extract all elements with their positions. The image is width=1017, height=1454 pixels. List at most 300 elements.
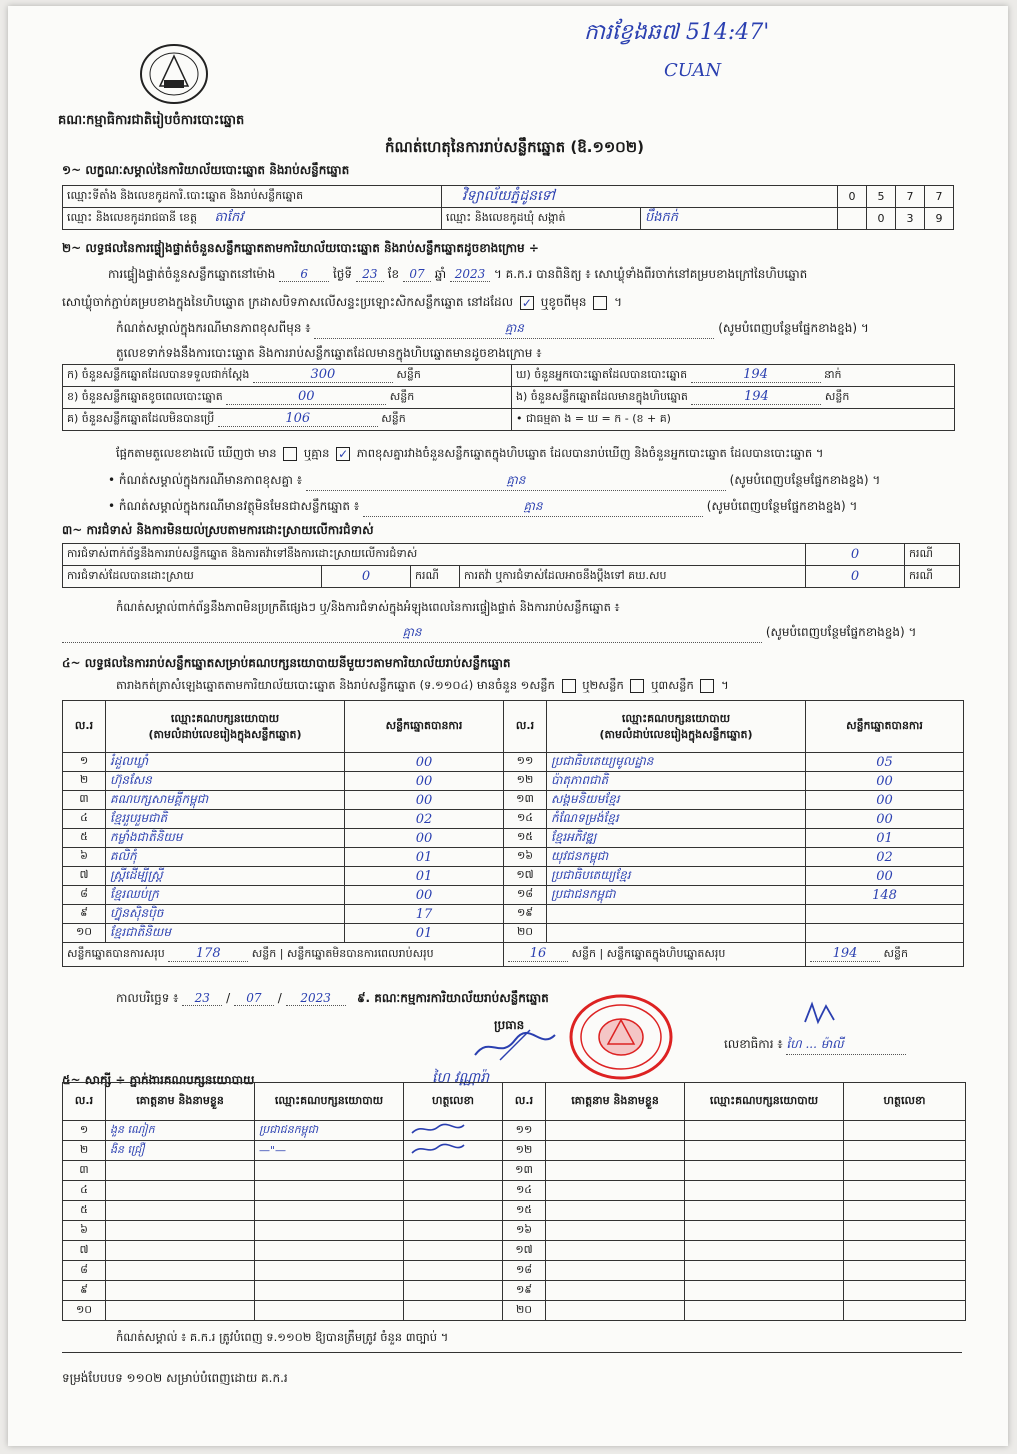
witness-signature — [404, 1121, 503, 1141]
witness-number: ៥ — [63, 1201, 106, 1221]
party-votes: 148 — [806, 886, 964, 905]
party-name: សង្គមនិយមខ្មែរ — [547, 791, 806, 810]
checkbox-two-sheets[interactable] — [630, 679, 644, 693]
note1-label: កំណត់សម្គាល់ក្នុងករណីមានភាពខុសពីមុន ៖ — [116, 321, 311, 335]
col-party-header: ឈ្មោះគណបក្សនយោបាយ — [685, 1083, 844, 1121]
witness-party — [685, 1141, 844, 1161]
note1-value: គ្មាន — [314, 320, 714, 339]
witness-signature — [404, 1141, 503, 1161]
party-name: ហ្វ៊ុនស៊ិនប៉ិច — [106, 905, 345, 924]
witness-number: ២០ — [503, 1301, 546, 1321]
witness-signature — [844, 1241, 966, 1261]
seal-sentence: សោឃ្លុំចាក់ភ្ជាប់គម្របខាងក្នុងនៃហិបឆ្នោត ក្រដាសបិទភាសលើសន្ទះប្រឡោះសិកសន្លឹកឆ្នោត នៅដដែល ✓ ឬខូចពីមុន ។ — [62, 294, 622, 312]
col-name-header: គោត្តនាម និងនាមខ្លួន — [546, 1083, 685, 1121]
witness-name — [106, 1161, 255, 1181]
received-label: ក) ចំនួនសន្លឹកឆ្នោតដែលបានទទួលជាក់ស្តែង — [67, 368, 250, 381]
votes-row — [63, 791, 964, 810]
witness-number: ១៣ — [503, 1161, 546, 1181]
witness-name — [546, 1281, 685, 1301]
witness-row — [63, 1161, 966, 1181]
witness-party — [685, 1261, 844, 1281]
section1-table — [62, 185, 954, 230]
party-votes: 01 — [806, 829, 964, 848]
col-name-header: គោត្តនាម និងនាមខ្លួន — [106, 1083, 255, 1121]
witness-number: ១៦ — [503, 1221, 546, 1241]
witness-number: ៤ — [63, 1181, 106, 1201]
witness-party — [685, 1241, 844, 1261]
party-number: ១៩ — [504, 905, 547, 924]
commune-code-digit: 0 — [867, 208, 896, 230]
col-party-header — [547, 701, 806, 753]
irregularities-value: គ្មាន — [62, 624, 762, 643]
witness-number: ១៧ — [503, 1241, 546, 1261]
party-name: រំដួលឃ្លាំ — [106, 753, 345, 772]
irregularities-line — [62, 624, 916, 643]
verify-month: 07 — [403, 267, 431, 282]
location-value: វិទ្យាល័យភ្នំដូនទៅ — [442, 186, 838, 208]
witness-party — [255, 1181, 404, 1201]
party-votes: 00 — [345, 791, 504, 810]
witness-row — [63, 1201, 966, 1221]
appeal-label: ការតវ៉ា ឬការជំទាស់ដែលអាចនឹងប្តឹងទៅ គឃ.សប — [460, 566, 806, 588]
witness-signature — [844, 1261, 966, 1281]
commune-value: បឹងកក់ — [641, 208, 838, 230]
unit-label: សន្លឹក — [571, 947, 596, 960]
section2-title: ២~ លទ្ធផលនៃការផ្ទៀងផ្ទាត់ចំនួនសន្លឹកឆ្នោតតាមការិយាល័យបោះឆ្នោត និងរាប់សន្លឹកឆ្នោតដូចខាងក្រោម ÷ — [62, 241, 539, 255]
total-box-value: 194 — [810, 946, 880, 962]
party-number: ១១ — [504, 753, 547, 772]
col-party-header — [106, 701, 345, 753]
witness-number: ១ — [63, 1121, 106, 1141]
col-sign-header: ហត្ថលេខា — [404, 1083, 503, 1121]
footer-text: ទម្រង់បែបបទ ១១០២ សម្រាប់បំពេញដោយ គ.ក.រ — [62, 1371, 288, 1385]
party-votes: 01 — [345, 867, 504, 886]
nec-emblem-icon — [138, 42, 210, 106]
party-number: ៣ — [63, 791, 106, 810]
note2-hint: (សូមបំពេញបន្ថែមផ្នែកខាងខ្នង) ។ — [729, 473, 881, 487]
party-name: គណបក្សសាមគ្គីកម្ពុជា — [106, 791, 345, 810]
unit-label: សន្លឹក — [824, 390, 850, 403]
province-label: ឈ្មោះ និងលេខកូដរាជធានី ខេត្ត — [67, 211, 197, 224]
note3-label: • កំណត់សម្គាល់ក្នុងករណីមានវត្ថុមិនមែនជាសន្លឹកឆ្នោត ៖ — [108, 499, 360, 513]
objections-label: ការជំទាស់ពាក់ព័ន្ធនឹងការរាប់សន្លឹកឆ្នោត និងការតវ៉ាទៅនឹងការដោះស្រាយលើការជំទាស់ — [63, 544, 806, 566]
col-party-subtitle: (តាមលំដាប់លេខរៀងក្នុងសន្លឹកឆ្នោត) — [148, 727, 302, 741]
voters-value: 194 — [691, 367, 821, 383]
col-party-title: ឈ្មោះគណបក្សនយោបាយ — [621, 711, 731, 725]
in-box-label: ង) ចំនួនសន្លឹកឆ្នោតដែលមានក្នុងហិបឆ្នោត — [516, 390, 688, 403]
witness-table — [62, 1082, 966, 1321]
party-name: គលិកុំ — [106, 848, 345, 867]
party-name: ប្រជាជនកម្ពុជា — [547, 886, 806, 905]
total-invalid-label: សន្លឹកឆ្នោតមិនបានការពេលរាប់សរុប — [286, 947, 434, 960]
votes-row — [63, 905, 964, 924]
witness-number: ១៨ — [503, 1261, 546, 1281]
note3-hint: (សូមបំពេញបន្ថែមផ្នែកខាងខ្នង) ។ — [706, 499, 858, 513]
commune-code-digit: 3 — [896, 208, 925, 230]
party-votes: 02 — [345, 810, 504, 829]
witness-party — [685, 1121, 844, 1141]
votes-row — [63, 924, 964, 943]
witness-signature — [844, 1221, 966, 1241]
witness-signature — [844, 1201, 966, 1221]
party-number: ១២ — [504, 772, 547, 791]
witness-party — [685, 1281, 844, 1301]
note2-line — [108, 472, 880, 491]
witness-party — [685, 1201, 844, 1221]
witness-party — [255, 1261, 404, 1281]
verification-sentence — [108, 266, 807, 284]
party-votes: 00 — [806, 791, 964, 810]
irregularities-label: កំណត់សម្គាល់ពាក់ព័ន្ធនឹងភាពមិនប្រក្រតីផ្សេងៗ ឬ/និងការជំទាស់ក្នុងអំឡុងពេលនៃការផ្ទៀងផ្ទាត់ និងការរាប់សន្លឹកឆ្នោត ៖ — [116, 600, 620, 614]
in-box-value: 194 — [691, 389, 821, 405]
party-number: ១០ — [63, 924, 106, 943]
secretary-name: ហៃ ... ម៉ាលី — [786, 1036, 906, 1055]
total-box-label: សន្លឹកឆ្នោតក្នុងហិបឆ្នោតសរុប — [606, 947, 726, 960]
party-votes: 01 — [345, 848, 504, 867]
location-label: ឈ្មោះទីតាំង និងលេខកូដការិ.បោះឆ្នោត និងរាប់សន្លឹកឆ្នោត — [63, 186, 442, 208]
verify-year: 2023 — [450, 267, 490, 282]
witness-name — [106, 1281, 255, 1301]
unit-label: ករណី — [905, 566, 960, 588]
votes-row — [63, 772, 964, 791]
location-code-digit: 7 — [925, 186, 954, 208]
total-invalid-value: 16 — [508, 946, 568, 962]
objections-table — [62, 543, 960, 588]
party-number: ១៧ — [504, 867, 547, 886]
section1-title: ១~ លក្ខណៈសម្គាល់នៃការិយាល័យបោះឆ្នោត និងរាប់សន្លឹកឆ្នោត — [62, 163, 350, 177]
party-name: ហ៊ុនសែន — [106, 772, 345, 791]
verify-month-label: ខែ — [387, 267, 400, 281]
witness-party: —"— — [255, 1141, 404, 1161]
party-name: ប្រជាធិបតេយ្យខ្មែរ — [547, 867, 806, 886]
checkbox-broken[interactable] — [593, 296, 607, 310]
verify-sentence-end: ។ គ.ក.រ បានពិនិត្យ ៖ សោឃ្លុំទាំងពីរចាក់នៅគម្របខាងក្រៅនៃហិបឆ្នោត — [493, 267, 808, 281]
col-sign-header: ហត្ថលេខា — [844, 1083, 966, 1121]
witness-row — [63, 1141, 966, 1161]
witness-number: ១១ — [503, 1121, 546, 1141]
col-votes-header: សន្លឹកឆ្នោតបានការ — [806, 701, 964, 753]
compare-yes-label: ផ្អែកតាមតួលេខខាងលើ ឃើញថា មាន — [116, 446, 277, 460]
footnote: កំណត់សម្គាល់ ៖ គ.ក.រ ត្រូវបំពេញ ទ.១១០២ ឱ្យបានត្រឹមត្រូវ ចំនួន ៣ច្បាប់ ។ — [116, 1330, 449, 1344]
witness-name — [106, 1241, 255, 1261]
witness-party — [685, 1181, 844, 1201]
witness-number: ៧ — [63, 1241, 106, 1261]
witness-signature — [404, 1241, 503, 1261]
compare-text: ភាពខុសគ្នារវាងចំនួនសន្លឹកឆ្នោតក្នុងហិបឆ្នោត ដែលបានរាប់ឃើញ និងចំនួនអ្នកបោះឆ្នោត ដែលបានបោះឆ្នោត ។ — [356, 446, 824, 460]
note2-label: • កំណត់សម្គាល់ក្នុងករណីមានភាពខុសគ្នា ៖ — [108, 473, 303, 487]
party-votes: 00 — [345, 886, 504, 905]
witness-name — [546, 1141, 685, 1161]
handwritten-note-sub: CUAN — [664, 60, 722, 81]
witness-signature — [844, 1121, 966, 1141]
secretary-initials-icon — [800, 1000, 840, 1028]
unit-label: សន្លឹក — [389, 390, 415, 403]
date-label: កាលបរិច្ឆេទ ៖ — [116, 991, 179, 1005]
official-stamp-icon — [566, 992, 676, 1082]
witness-party: ប្រជាជនកម្ពុជា — [255, 1121, 404, 1141]
committee-label: ៩. គណៈកម្មការការិយាល័យរាប់សន្លឹកឆ្នោត — [357, 991, 549, 1005]
irregularities-hint: (សូមបំពេញបន្ថែមផ្នែកខាងខ្នង) ។ — [765, 625, 917, 639]
witness-name — [106, 1301, 255, 1321]
party-name: កំណែទម្រង់ខ្មែរ — [547, 810, 806, 829]
party-number: ១៣ — [504, 791, 547, 810]
witness-number: ៩ — [63, 1281, 106, 1301]
witness-signature — [844, 1161, 966, 1181]
location-code-digit: 7 — [896, 186, 925, 208]
section4-title: ៤~ លទ្ធផលនៃការរាប់សន្លឹកឆ្នោតសម្រាប់គណបក្សនយោបាយនីមួយៗតាមការិយាល័យរាប់សន្លឹកឆ្នោត — [62, 656, 511, 670]
unused-value: 106 — [218, 411, 378, 427]
witness-name — [546, 1201, 685, 1221]
party-name: ខ្មែរអភិវឌ្ឍ — [547, 829, 806, 848]
witness-row — [63, 1181, 966, 1201]
note3-value: គ្មាន — [363, 498, 703, 517]
witness-party — [685, 1301, 844, 1321]
party-number: ២០ — [504, 924, 547, 943]
col-party-subtitle: (តាមលំដាប់លេខរៀងក្នុងសន្លឹកឆ្នោត) — [599, 727, 753, 741]
witness-party — [255, 1281, 404, 1301]
witness-name — [106, 1201, 255, 1221]
unit-label: សន្លឹក — [883, 947, 908, 960]
tally-two-label: ឬ២សន្លឹក — [582, 678, 624, 692]
witness-signature — [404, 1181, 503, 1201]
witness-name — [106, 1181, 255, 1201]
checkbox-no-difference[interactable] — [336, 447, 350, 461]
note3-line — [108, 498, 857, 517]
note2-value: គ្មាន — [306, 472, 726, 491]
unit-label: ករណី — [411, 566, 460, 588]
form-title: កំណត់ហេតុនៃការរាប់សន្លឹកឆ្នោត (ឱ.១១០២) — [385, 138, 645, 156]
secretary-label: លេខាធិការ — [724, 1037, 774, 1051]
seal-text: សោឃ្លុំចាក់ភ្ជាប់គម្របខាងក្នុងនៃហិបឆ្នោត ក្រដាសបិទភាសលើសន្ទះប្រឡោះសិកសន្លឹកឆ្នោត នៅដដែល — [62, 295, 514, 309]
party-number: ៩ — [63, 905, 106, 924]
party-votes — [806, 924, 964, 943]
witness-number: ១៥ — [503, 1201, 546, 1221]
party-name — [547, 905, 806, 924]
commune-label: ឈ្មោះ និងលេខកូដឃុំ សង្កាត់ — [442, 208, 641, 230]
verify-hour: 6 — [279, 267, 329, 282]
party-name — [547, 924, 806, 943]
witness-name — [106, 1261, 255, 1281]
footer-divider — [62, 1352, 962, 1353]
party-number: ១៥ — [504, 829, 547, 848]
witness-row — [63, 1221, 966, 1241]
witness-party — [255, 1301, 404, 1321]
votes-row — [63, 810, 964, 829]
unit-label: នាក់ — [824, 368, 842, 381]
witness-signature — [844, 1281, 966, 1301]
total-valid-label: សន្លឹកឆ្នោតបានការសរុប — [67, 947, 165, 960]
votes-table: ល.រ ឈ្មោះគណបក្សនយោបាយ (តាមលំដាប់លេខរៀងក្នុងសន្លឹកឆ្នោត) សន្លឹកឆ្នោតបានការ ល.រ ឈ្មោះគណបក្សនយោបាយ (តាមលំដាប់លេខរៀងក្នុងសន្លឹកឆ្នោត) សន្លឹកឆ្នោតបានការ ១ រំដួលឃ្លាំ 00 ១១ ប្រជាធិបតេយ្យមូលដ្ឋាន 05 ២ ហ៊ុនសែន 00 ១២ ប៉ាតុភាពជាតិ 00 ៣ គណបក្សសាមគ្គីកម្ពុជា 00 ១៣ សង្គមនិយមខ្មែរ 00 ៤ ខ្មែររួបរួមជាតិ 02 ១៤ កំណែទម្រង់ខ្មែរ 00 ៥ កម្លាំងជាតិនិយម 00 ១៥ ខ្មែរអភិវឌ្ឍ 01 ៦ គលិកុំ 01 ១៦ យុវជនកម្ពុជា 02 ៧ ស្ត្រីដើម្បីស្ត្រី 01 ១៧ ប្រជាធិបតេយ្យខ្មែរ 00 ៨ ខ្មែរឈប់ក្រ 00 ១៨ ប្រជាជនកម្ពុជា 148 ៩ ហ្វ៊ុនស៊ិនប៉ិច 17 ១៩ ១០ ខ្មែរជាតិនិយម 01 ២០ សន្លឹកឆ្នោតបានការសរុប 178 សន្លឹក | សន្លឹកឆ្នោតមិនបានការពេលរាប់សរុប 16 សន្លឹក | សន្លឹកឆ្នោតក្នុងហិបឆ្នោតសរុប 194 សន្លឹក — [62, 700, 964, 967]
date-day: 23 — [182, 991, 222, 1006]
col-no-header: ល.រ — [504, 701, 547, 753]
section3-title: ៣~ ការជំទាស់ និងការមិនយល់ស្របតាមការដោះស្រាយលើការជំទាស់ — [62, 523, 374, 537]
votes-row — [63, 829, 964, 848]
witness-name: ងិន ជ្រឿ — [106, 1141, 255, 1161]
party-name: ខ្មែរឈប់ក្រ — [106, 886, 345, 905]
verify-year-label: ឆ្នាំ — [434, 267, 447, 281]
witness-number: ១៤ — [503, 1181, 546, 1201]
votes-row — [63, 886, 964, 905]
party-number: ១ — [63, 753, 106, 772]
witness-row — [63, 1241, 966, 1261]
witness-signature — [404, 1221, 503, 1241]
col-party-title: ឈ្មោះគណបក្សនយោបាយ — [170, 711, 280, 725]
witness-signature — [404, 1301, 503, 1321]
handwritten-note-top: ការខ្វែងឆ៧ 514:47' — [584, 20, 770, 45]
witness-name — [546, 1241, 685, 1261]
party-name: ស្ត្រីដើម្បីស្ត្រី — [106, 867, 345, 886]
witness-signature — [404, 1261, 503, 1281]
verify-day: 23 — [356, 267, 384, 282]
witness-row — [63, 1301, 966, 1321]
witness-number: ១២ — [503, 1141, 546, 1161]
province-value: តាកែវ — [214, 210, 244, 225]
signature-icon — [408, 1141, 468, 1157]
witness-number: ២ — [63, 1141, 106, 1161]
witness-number: ៨ — [63, 1261, 106, 1281]
compare-no-label: ឬគ្មាន — [303, 446, 330, 460]
witness-name — [546, 1301, 685, 1321]
party-name: ប៉ាតុភាពជាតិ — [547, 772, 806, 791]
location-code-digit: 0 — [838, 186, 867, 208]
witness-party — [255, 1241, 404, 1261]
spoiled-value: 00 — [226, 389, 386, 405]
witness-signature — [404, 1161, 503, 1181]
witness-signature — [844, 1301, 966, 1321]
witness-party — [255, 1161, 404, 1181]
party-number: ៦ — [63, 848, 106, 867]
signature-icon — [408, 1121, 468, 1137]
section5-title: ៥~ សាក្សី ÷ ភ្នាក់ងារគណបក្សនយោបាយ — [62, 1073, 255, 1087]
tally-sheets-line: តារាងកត់ត្រាសំឡេងឆ្នោតតាមការិយាល័យបោះឆ្នោត និងរាប់សន្លឹកឆ្នោត (ទ.១១០៤) មានចំនួន ១សន្លឹក ឬ២សន្លឹក ឬ៣សន្លឹក ។ — [116, 678, 729, 692]
party-votes: 02 — [806, 848, 964, 867]
appeal-value: 0 — [806, 566, 905, 588]
note1-hint: (សូមបំពេញបន្ថែមផ្នែកខាងខ្នង) ។ — [718, 321, 869, 335]
checkbox-one-sheet[interactable] — [562, 679, 576, 693]
party-votes: 00 — [345, 829, 504, 848]
witness-name — [546, 1121, 685, 1141]
party-number: ៨ — [63, 886, 106, 905]
party-number: ១៤ — [504, 810, 547, 829]
party-name: កម្លាំងជាតិនិយម — [106, 829, 345, 848]
party-name: ខ្មែរជាតិនិយម — [106, 924, 345, 943]
location-code-digit: 5 — [867, 186, 896, 208]
voters-label: ឃ) ចំនួនអ្នកបោះឆ្នោតដែលបានបោះឆ្នោត — [516, 368, 688, 381]
tally-three-label: ឬ៣សន្លឹក — [651, 678, 694, 692]
unused-label: គ) ចំនួនសន្លឹកឆ្នោតដែលមិនបានប្រើ — [67, 412, 215, 425]
witness-number: ៦ — [63, 1221, 106, 1241]
chair-signature-icon — [470, 1025, 560, 1065]
party-number: ២ — [63, 772, 106, 791]
checkbox-has-difference[interactable] — [283, 447, 297, 461]
votes-row — [63, 867, 964, 886]
chair-name: ហៃ វណ្ណារ៉ា — [432, 1070, 490, 1086]
votes-row — [63, 753, 964, 772]
party-votes: 00 — [806, 772, 964, 791]
witness-name — [546, 1261, 685, 1281]
witness-party — [255, 1201, 404, 1221]
party-votes: 00 — [345, 753, 504, 772]
witness-number: ៣ — [63, 1161, 106, 1181]
witness-name: ងួន ណៀក — [106, 1121, 255, 1141]
col-party-header: ឈ្មោះគណបក្សនយោបាយ — [255, 1083, 404, 1121]
witness-number: ១៩ — [503, 1281, 546, 1301]
unit-label: សន្លឹក — [381, 412, 406, 425]
party-votes: 00 — [806, 867, 964, 886]
witness-row — [63, 1281, 966, 1301]
party-number: ៥ — [63, 829, 106, 848]
note1-line — [116, 320, 869, 339]
party-number: ៤ — [63, 810, 106, 829]
witness-party — [685, 1161, 844, 1181]
party-votes: 05 — [806, 753, 964, 772]
unit-label: ករណី — [905, 544, 960, 566]
witness-signature — [404, 1281, 503, 1301]
party-votes: 00 — [345, 772, 504, 791]
resolved-label: ការជំទាស់ដែលបានដោះស្រាយ — [63, 566, 322, 588]
witness-row — [63, 1261, 966, 1281]
total-valid-value: 178 — [168, 946, 248, 962]
party-number: ១៨ — [504, 886, 547, 905]
witness-name — [106, 1221, 255, 1241]
committee-name: គណៈកម្មាធិការជាតិរៀបចំការបោះឆ្នោត — [58, 113, 245, 128]
party-name: ប្រជាធិបតេយ្យមូលដ្ឋាន — [547, 753, 806, 772]
witness-party — [255, 1221, 404, 1241]
chair-label: ប្រធាន — [494, 1018, 525, 1032]
verify-hour-label: ការផ្ទៀងផ្ទាត់ចំនួនសន្លឹកឆ្នោតនៅម៉ោង — [108, 267, 276, 281]
checkbox-three-sheets[interactable] — [700, 679, 714, 693]
col-no-header: ល.រ — [63, 1083, 106, 1121]
witness-number: ១០ — [63, 1301, 106, 1321]
witness-signature — [844, 1141, 966, 1161]
witness-row — [63, 1121, 966, 1141]
col-no-header: ល.រ — [503, 1083, 546, 1121]
party-name: ខ្មែររួបរួមជាតិ — [106, 810, 345, 829]
witness-name — [546, 1161, 685, 1181]
party-votes: 00 — [806, 810, 964, 829]
commune-code-digit: 9 — [925, 208, 954, 230]
objections-value: 0 — [806, 544, 905, 566]
party-votes — [806, 905, 964, 924]
col-no-header: ល.រ — [63, 701, 106, 753]
resolved-value: 0 — [322, 566, 411, 588]
compare-line — [116, 446, 823, 463]
party-name: យុវជនកម្ពុជា — [547, 848, 806, 867]
party-votes: 01 — [345, 924, 504, 943]
witness-signature — [404, 1201, 503, 1221]
tally-sheets-text: តារាងកត់ត្រាសំឡេងឆ្នោតតាមការិយាល័យបោះឆ្នោត និងរាប់សន្លឹកឆ្នោត (ទ.១១០៤) មានចំនួន ១សន្លឹក — [116, 678, 555, 692]
unit-label: សន្លឹក — [396, 368, 421, 381]
witness-name — [546, 1181, 685, 1201]
col-votes-header: សន្លឹកឆ្នោតបានការ — [345, 701, 504, 753]
secretary-line: លេខាធិការ ៖ ហៃ ... ម៉ាលី — [724, 1036, 906, 1055]
figures-intro: តួលេខទាក់ទងនឹងការបោះឆ្នោត និងការរាប់សន្លឹកឆ្នោតដែលមានក្នុងហិបឆ្នោតមានដូចខាងក្រោម ៖ — [116, 346, 542, 360]
witness-name — [546, 1221, 685, 1241]
party-votes: 17 — [345, 905, 504, 924]
witness-signature — [844, 1181, 966, 1201]
date-month: 07 — [234, 991, 274, 1006]
signing-date-line: កាលបរិច្ឆេទ ៖ 23 / 07 / 2023 ៩. គណៈកម្មការការិយាល័យរាប់សន្លឹកឆ្នោត — [116, 991, 549, 1005]
witness-party — [685, 1221, 844, 1241]
seal-or-text: ឬខូចពីមុន — [540, 295, 587, 309]
date-year: 2023 — [286, 991, 346, 1006]
formula: • ជាធម្មតា ង = ឃ = ក - (ខ + គ) — [512, 409, 955, 431]
unit-label: សន្លឹក — [251, 947, 277, 960]
party-number: ៧ — [63, 867, 106, 886]
received-value: 300 — [253, 367, 393, 383]
verify-day-label: ថ្ងៃទី — [333, 267, 353, 281]
checkbox-same[interactable] — [520, 296, 534, 310]
